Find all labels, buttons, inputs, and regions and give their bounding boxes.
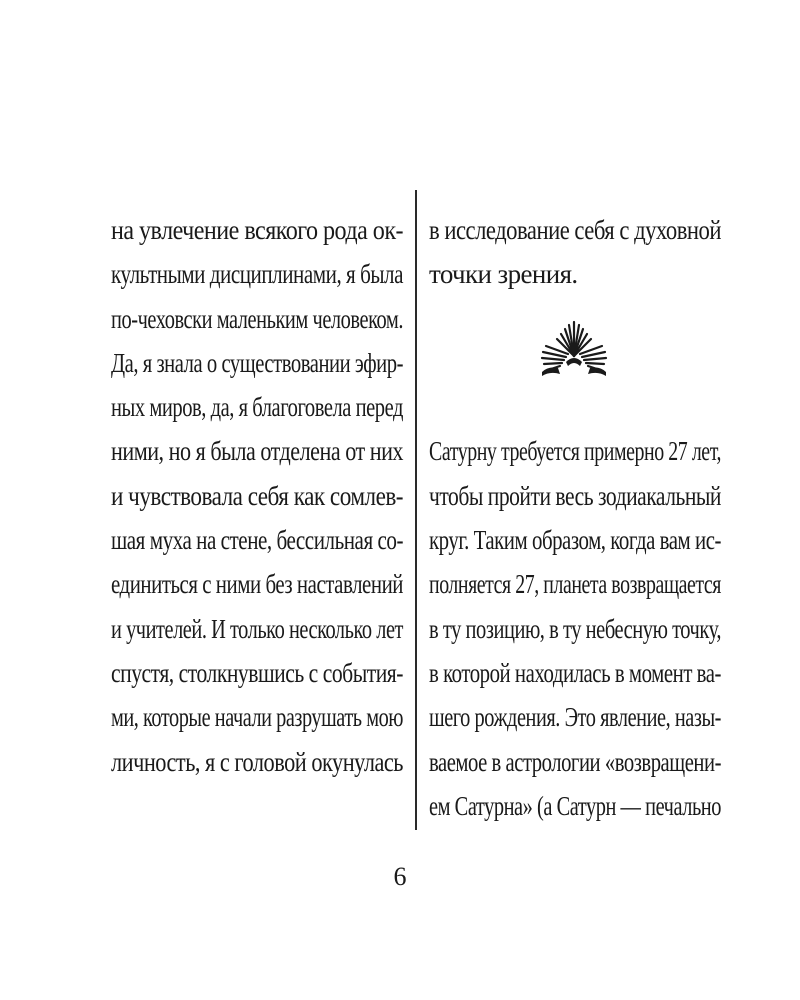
- text-line: по-чеховски маленьким человеком.: [111, 303, 403, 334]
- right-text-column: [429, 208, 721, 828]
- text-line: личность, я с головой окунулась: [111, 746, 403, 777]
- text-line: ми, которые начали разрушать мою: [111, 702, 403, 733]
- text-line: круг. Таким образом, когда вам ис-: [429, 525, 721, 556]
- text-line: и учителей. И только несколько лет: [111, 613, 403, 644]
- text-line: чтобы пройти весь зодиакальный: [429, 480, 721, 511]
- text-line: Сатурну требуется примерно 27 лет,: [429, 436, 721, 467]
- text-line: точки зрения.: [429, 259, 578, 290]
- text-line: ем Сатурна» (а Сатурн — печально: [429, 790, 721, 821]
- text-line: шая муха на стене, бессильная со-: [111, 525, 403, 556]
- text-line: в исследование себя с духовной: [429, 215, 721, 245]
- text-line: ваемое в астрологии «возвращени-: [429, 746, 721, 777]
- text-line: на увлечение всякого рода ок-: [111, 215, 403, 245]
- page-number: 6: [393, 862, 407, 891]
- text-line: единиться с ними без наставлений: [111, 569, 403, 600]
- left-text-column: [111, 208, 403, 784]
- decorative-flourish-icon: [538, 316, 610, 378]
- text-line: и чувствовала себя как сомлев-: [111, 480, 403, 511]
- text-line: полняется 27, планета возвращается: [429, 569, 721, 600]
- text-line: культными дисциплинами, я была: [111, 259, 403, 290]
- text-line: ними, но я была отделена от них: [111, 436, 403, 467]
- text-line: Да, я знала о существовании эфир-: [111, 347, 403, 378]
- text-line: шего рождения. Это явление, назы-: [429, 702, 721, 733]
- text-line: спустя, столкнувшись с события-: [111, 657, 403, 688]
- text-line: в которой находилась в момент ва-: [429, 657, 721, 688]
- column-divider: [415, 190, 417, 830]
- text-line: в ту позицию, в ту небесную точку,: [429, 613, 721, 644]
- text-line: ных миров, да, я благоговела перед: [111, 392, 403, 423]
